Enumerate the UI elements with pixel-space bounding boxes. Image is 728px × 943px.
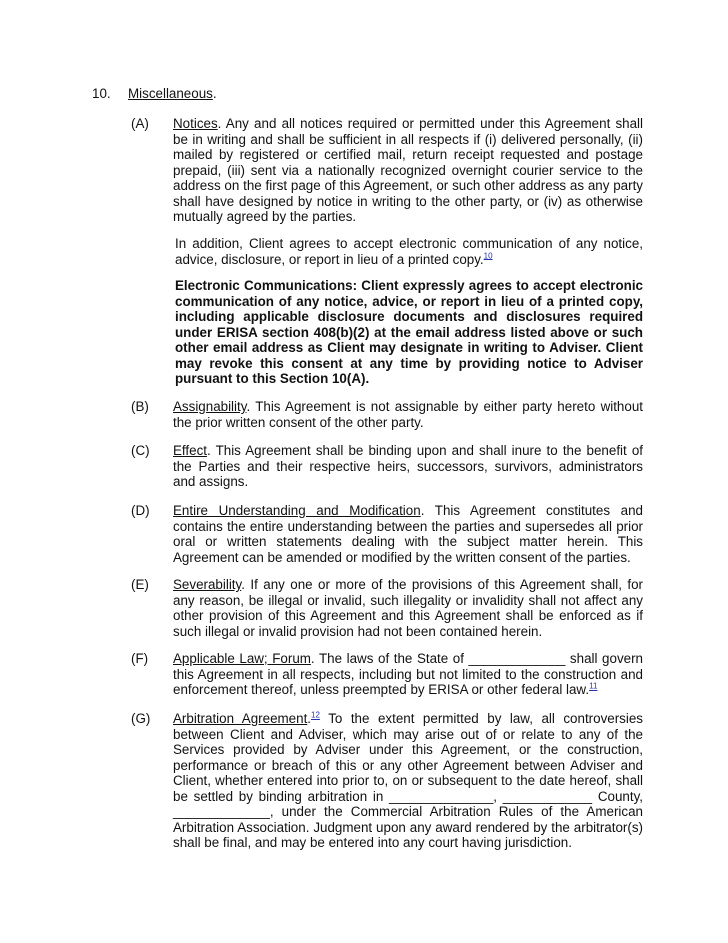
section-title-wrap (128, 86, 217, 102)
clause-heading: Severability (173, 577, 242, 592)
clause-text: . This Agreement shall be binding upon and shall inure to the benefit of the Parties and their respective heirs, successors, survivors, administrators and assigns. (173, 443, 643, 489)
clause-text: . If any one or more of the provisions of this Agreement shall, for any reason, be illegal or invalid, such illegality or invalidity shall not affect any other provision of this Agreement and this Agreement shall be enforced as if such illegal or invalid provision had not been contained herein. (173, 577, 643, 639)
clause-g (131, 711, 643, 851)
clause-text: . This Agreement constitutes and contains the entire understanding between the parties and supersedes all prior oral or written statements dealing with the subject matter herein. This Agreement can be amended or modified by the written consent of the parties. (173, 503, 643, 565)
clause-body (173, 651, 643, 698)
clause-f (131, 651, 643, 698)
clause-a (131, 116, 643, 225)
clause-heading: Effect (173, 443, 207, 458)
clause-e (131, 577, 643, 639)
clause-d (131, 503, 643, 565)
clause-letter: (B) (131, 399, 149, 414)
paragraph-text: Electronic Communications: Client expressly agrees to accept electronic communication of any notice, advice, or report in lieu of a printed copy, including applicable disclosure documents and disclosures required under ERISA section 408(b)(2) at the email address listed above or such other email address as Client may designate in writing to Adviser. Client may revoke this consent at any time by providing notice to Adviser pursuant to this Section 10(A). (175, 278, 643, 386)
clause-body (173, 443, 643, 490)
clause-body (173, 577, 643, 639)
clause-heading: Arbitration Agreement (173, 711, 308, 726)
clause-letter: (F) (131, 651, 149, 666)
section-number: 10. (92, 86, 111, 101)
clause-letter: (E) (131, 577, 149, 592)
clause-heading: Notices (173, 116, 218, 131)
clause-body (173, 711, 643, 851)
clause-heading: Entire Understanding and Modification (173, 503, 421, 518)
clause-body (173, 399, 643, 430)
footnote-ref-11[interactable]: 11 (589, 681, 598, 691)
footnote-ref-10[interactable]: 10 (483, 251, 493, 261)
clause-b (131, 399, 643, 430)
electronic-consent-paragraph (175, 278, 643, 387)
clause-letter: (A) (131, 116, 149, 131)
section-title-period: . (212, 86, 217, 101)
clause-text: To the extent permitted by law, all controversies between Client and Adviser, which may arise out of or relate to any of the Services provided by Adviser under this Agreement, or the construction, performance or breach of this or any other Agreement between Adviser and Client, whether entered into prior to, on or subsequent to the date hereof, shall be settled by binding arbitration in ______________, ____________ County, _____________, under the Commercial Arbitration Rules of the American Arbitration Association. Judgment upon any award rendered by the arbitrator(s) shall be final, and may be entered into any court having jurisdiction. (173, 711, 643, 850)
section-title: Miscellaneous (128, 86, 213, 101)
clause-c (131, 443, 643, 490)
footnote-ref-12[interactable]: 12 (311, 710, 320, 720)
clause-body (173, 503, 643, 565)
clause-text: . Any and all notices required or permitted under this Agreement shall be in writing and shall be sufficient in all respects if (i) delivered personally, (ii) mailed by registered or certified mail, return receipt requested and postage prepaid, (iii) sent via a nationally recognized overnight courier service to the address on the first page of this Agreement, or such other address as any party shall have designed by notice in writing to the other party, or (iv) as otherwise mutually agreed by the parties. (173, 116, 643, 224)
electronic-communication-paragraph (175, 236, 643, 267)
clause-letter: (C) (131, 443, 150, 458)
clause-text: . This Agreement is not assignable by either party hereto without the prior written consent of the other party. (173, 399, 643, 430)
clause-text: . The laws of the State of _____________ shall govern this Agreement in all respects, including but not limited to the construction and enforcement thereof, unless preempted by ERISA or other federal law. (173, 651, 643, 697)
clause-heading: Applicable Law; Forum (173, 651, 311, 666)
clause-body (173, 116, 643, 225)
clause-heading-period: . (307, 711, 312, 726)
clause-letter: (D) (131, 503, 150, 518)
paragraph-text: In addition, Client agrees to accept electronic communication of any notice, advice, disclosure, or report in lieu of a printed copy. (175, 236, 643, 267)
clause-heading: Assignability (173, 399, 247, 414)
clause-letter: (G) (131, 711, 151, 726)
